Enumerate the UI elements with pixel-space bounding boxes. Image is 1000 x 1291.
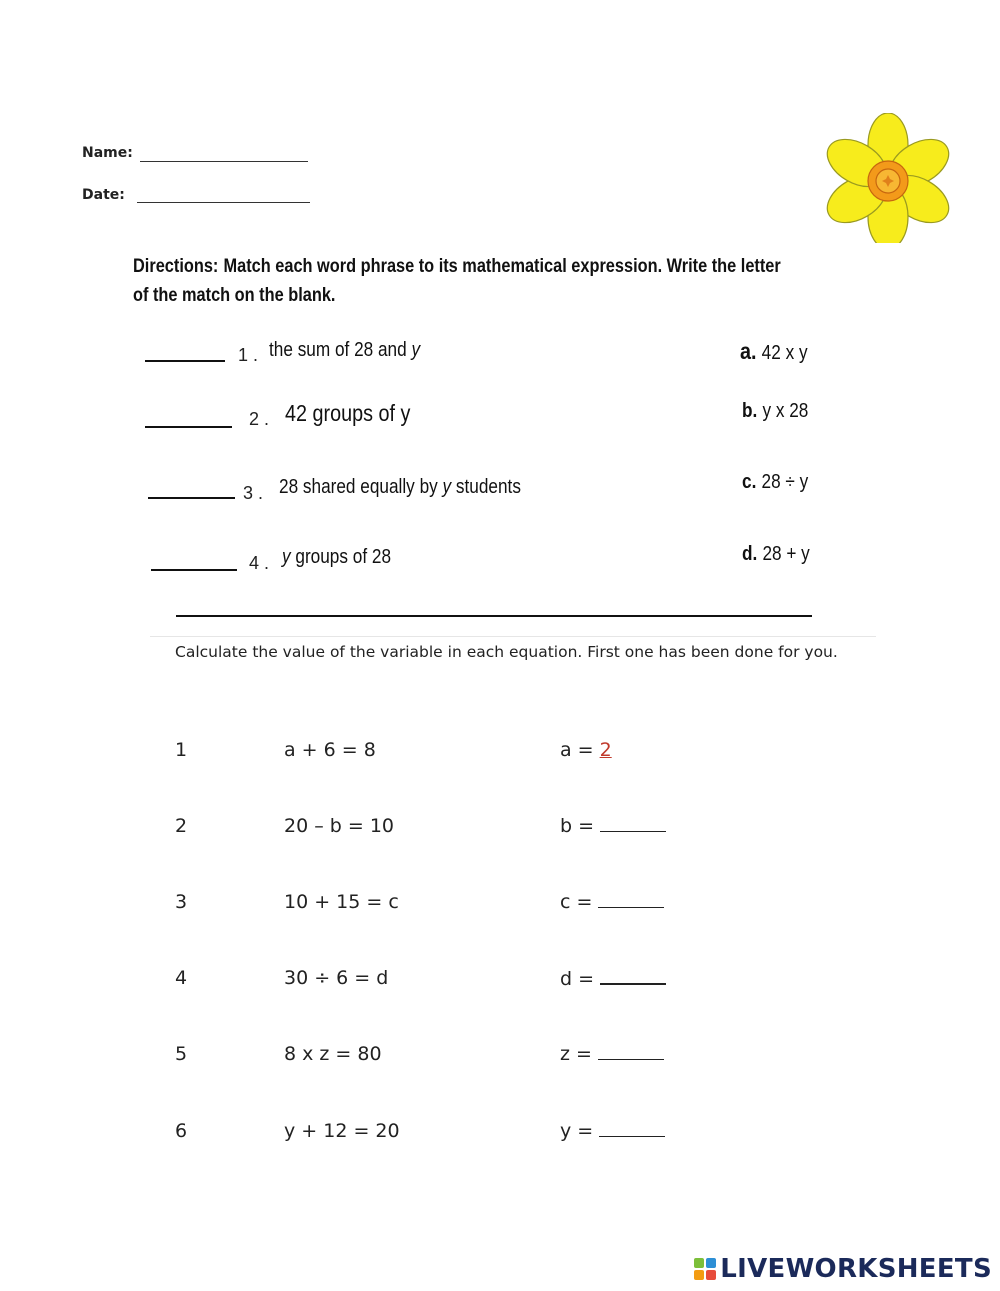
option-d-expr: 28 + y [762,543,810,565]
option-b-letter: b. [742,400,758,422]
answer-blank-1[interactable] [145,360,225,362]
answer-row-5 [560,1043,664,1065]
answer-var-5: z = [560,1043,592,1065]
option-b-expr: y x 28 [762,400,809,422]
answer-blank-2[interactable] [145,426,232,428]
option-d [742,543,810,566]
phrase-2-var: y [400,400,411,426]
phrase-3 [279,476,521,499]
equation-3: 10 + 15 = c [284,891,399,913]
phrase-4-text: groups of 28 [290,546,392,568]
answer-row-4 [560,967,666,990]
equation-6: y + 12 = 20 [284,1120,400,1142]
phrase-1-var: y [411,339,421,361]
answer-blank-z[interactable] [598,1043,664,1060]
phrase-4-var: y [282,546,291,568]
answer-row-3 [560,891,664,913]
phrase-1-text: the sum of 28 and [269,339,412,361]
option-b [742,400,808,423]
answer-var-6: y = [560,1120,594,1142]
answer-blank-c[interactable] [598,891,664,908]
equation-5: 8 x z = 80 [284,1043,382,1065]
eq-number-1: 1 [175,739,188,761]
answer-blank-4[interactable] [151,569,237,571]
directions-label: Directions: [133,256,219,277]
name-line[interactable] [140,161,308,162]
eq-number-3: 3 [175,891,188,913]
calculate-instruction: Calculate the value of the variable in each equation. First one has been done for you. [175,643,838,661]
phrase-1 [269,339,420,362]
date-line[interactable] [137,202,310,203]
phrase-3-text: 28 shared equally by [279,476,443,498]
phrase-2 [285,400,410,427]
answer-var-2: b = [560,815,595,837]
section-divider [176,615,812,617]
equation-2: 20 – b = 10 [284,815,394,837]
answer-row-1 [560,739,612,761]
option-a-letter: a. [740,338,757,364]
item-number-1: 1 . [238,345,259,365]
option-c [742,471,808,494]
answer-row-6 [560,1120,665,1142]
logo-square-orange [694,1270,704,1280]
faint-divider [150,636,876,637]
item-number-4: 4 . [249,553,270,573]
phrase-2-text: 42 groups of [285,400,401,426]
date-label: Date: [82,187,125,203]
phrase-3-text-b: students [451,476,521,498]
answer-blank-d[interactable] [600,967,666,985]
eq-number-2: 2 [175,815,188,837]
answer-blank-3[interactable] [148,497,235,499]
logo-square-red [706,1270,716,1280]
option-c-letter: c. [742,471,757,493]
logo-square-blue [706,1258,716,1268]
logo-text: LIVEWORKSHEETS [720,1254,992,1284]
eq-number-5: 5 [175,1043,188,1065]
answer-blank-b[interactable] [600,815,666,832]
answer-value-1: 2 [599,739,612,761]
answer-var-4: d = [560,968,595,990]
option-a [740,338,808,365]
phrase-3-var: y [442,476,452,498]
daffodil-icon [826,113,950,243]
answer-blank-y[interactable] [599,1120,665,1137]
option-a-expr: 42 x y [761,342,808,364]
liveworksheets-logo [694,1254,992,1284]
logo-mark-icon [694,1258,716,1280]
answer-var-3: c = [560,891,593,913]
answer-var-1: a = [560,739,594,761]
equation-1: a + 6 = 8 [284,739,376,761]
option-d-letter: d. [742,543,758,565]
item-number-3: 3 . [243,483,264,503]
item-number-2: 2 . [249,409,270,429]
logo-square-green [694,1258,704,1268]
equation-4: 30 ÷ 6 = d [284,967,389,989]
option-c-expr: 28 ÷ y [761,471,809,493]
directions [133,252,787,310]
eq-number-4: 4 [175,967,188,989]
name-label: Name: [82,145,133,161]
answer-row-2 [560,815,666,837]
eq-number-6: 6 [175,1120,188,1142]
directions-text: Match each word phrase to its mathematical expression. Write the letter of the match on the blank. [133,256,781,306]
phrase-4 [282,546,391,569]
